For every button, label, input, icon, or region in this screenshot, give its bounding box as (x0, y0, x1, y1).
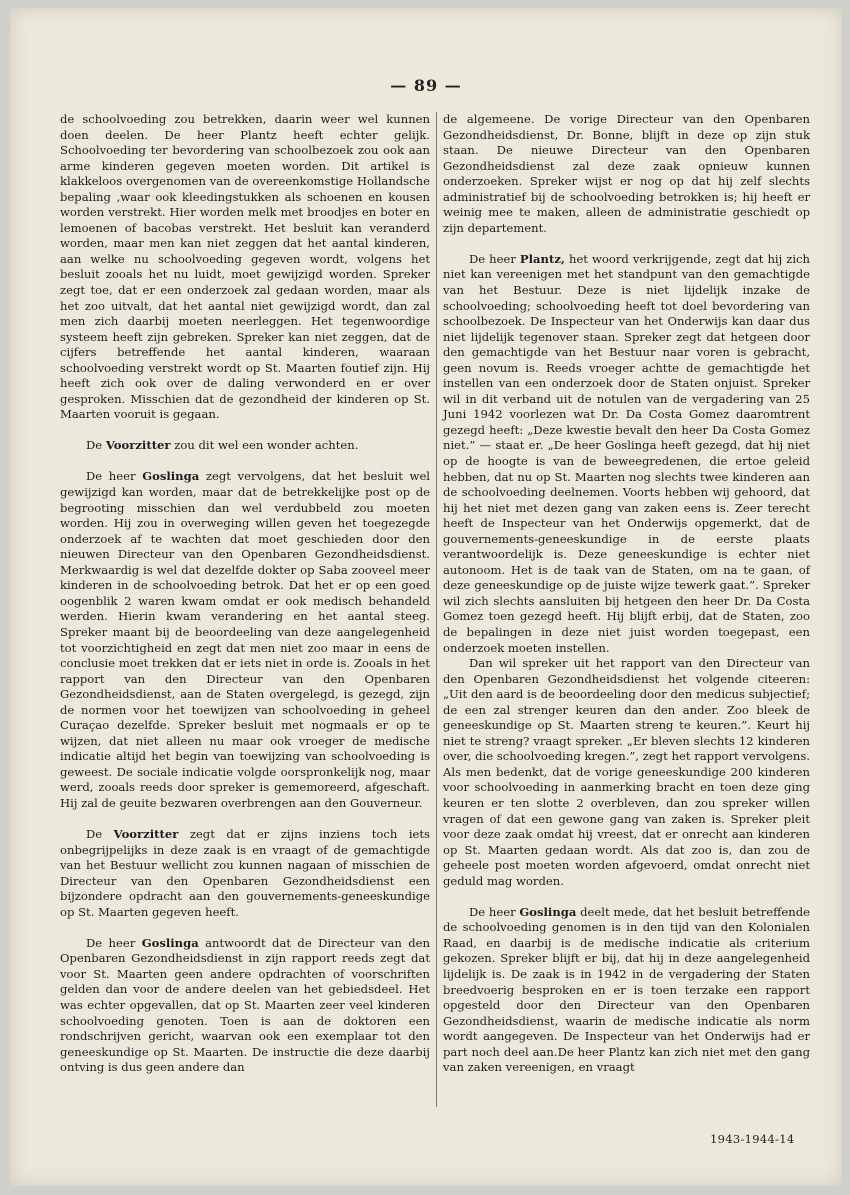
speaker-name: Plantz, (519, 251, 565, 266)
paragraph: Dan wil spreker uit het rapport van den Directeur van den Openbaren Gezondheidsdienst het volgende citeeren: „Uit den aard is de beoordeeling door den medicus subjectief; de een zal strenger keuren dan den ander. Zoo bleek de geneeskundige op St. Maarten streng te keuren.”. Keurt hij niet te streng? vraagt spreker. „Er bleven slechts 12 kinderen over, die schoolvoeding kregen.”, zegt het rapport vervolgens. Als men bedenkt, dat de vorige geneeskundige 200 kinderen voor schoolvoeding in aanmerking bracht en toen deze ging keuren er ten slotte 2 overbleven, dan zou spreker willen vragen of dat een gewone gang van zaken is. Spreker pleit voor deze zaak omdat hij vreest, dat er onrecht aan kinderen op St. Maarten gedaan wordt. Als dat zoo is, dan zou de geheele post moeten worden afgevoerd, omdat onrecht niet geduld mag worden. (443, 656, 810, 888)
paragraph: De heer Goslinga antwoordt dat de Directeur van den Openbaren Gezondheidsdienst in zijn rapport reeds zegt dat voor St. Maarten geen andere opdrachten of voorschriften gelden dan voor de andere deelen van het gebiedsdeel. Het was echter opgevallen, dat op St. Maarten zeer veel kinderen schoolvoeding genoten. Toen is aan de doktoren een rondschrijven gericht, waarvan ook een exemplaar tot den geneeskundige op St. Maarten. De instructie die deze daarbij ontving is dus geen andere dan (60, 935, 431, 1075)
page-number: — 89 — (390, 76, 462, 95)
paragraph: De heer Plantz, het woord verkrijgende, zegt dat hij zich niet kan vereenigen met het standpunt van den gemachtigde van het Bestuur. Deze is niet lijdelijk inzake de schoolvoeding; schoolvoeding heeft tot doel bevordering van schoolbezoek. De Inspecteur van het Onderwijs kan daar dus niet lijdelijk tegenover staan. Spreker zegt dat hetgeen door den gemachtigde van het Bestuur naar voren is gebracht, geen novum is. Reeds vroeger achtte de gemachtigde het instellen van een onderzoek door de Staten onjuist. Spreker wil in dit verband uit de notulen van de vergadering van 25 Juni 1942 voorlezen wat Dr. Da Costa Gomez daaromtrent gezegd heeft: „Deze kwestie bevalt den heer Da Costa Gomez niet.” — staat er. „De heer Goslinga heeft gezegd, dat hij niet op de hoogte is van de beweegredenen, die ertoe geleid hebben, dat nu op St. Maarten nog slechts twee kinderen aan de schoolvoeding deelnemen. Voorts hebben wij gehoord, dat hij het niet met dezen gang van zaken eens is. Zeer terecht heeft de Inspecteur van het Onderwijs opgemerkt, dat de gouvernements-geneeskundige in de eerste plaats verantwoordelijk is. Deze geneeskundige is echter niet autonoom. Het is de taak van de Staten, om na te gaan, of deze geneeskundige op de juiste wijze tewerk gaat.”. Spreker wil zich slechts aansluiten bij hetgeen den heer Dr. Da Costa Gomez toen gezegd heeft. Hij blijft erbij, dat de Staten, zoo de bepalingen in deze niet juist worden toegepast, een onderzoek moeten instellen. (443, 251, 811, 655)
paragraph: de algemeene. De vorige Directeur van den Openbaren Gezondheidsdienst, Dr. Bonne, blijft in deze op zijn stuk staan. De nieuwe Directeur van den Openbaren Gezondheidsdienst zal deze zaak opnieuw kunnen onderzoeken. Spreker wijst er nog op dat hij zelf slechts administratief bij de schoolvoeding betrokken is; hij heeft er weinig mee te maken, alleen de administratie geschiedt op zijn departement. (443, 112, 810, 235)
speaker-name: Goslinga (141, 935, 199, 950)
paragraph: De heer Goslinga zegt vervolgens, dat het besluit wel gewijzigd kan worden, maar dat de betrekkelijke post op de begrooting misschien dan wel verdubbeld zou moeten worden. Hij zou in overweging willen geven het toegezegde onderzoek af te wachten dat moet geschieden door den nieuwen Directeur van den Openbaren Gezondheidsdienst. Merkwaardig is wel dat dezelfde dokter op Saba zooveel meer kinderen in de schoolvoeding betrok. Dat het er op een goed oogenblik 2 waren kwam omdat er ook medisch behandeld werden. Hierin kwam verandering en het aantal steeg. Spreker maant bij de beoordeeling van deze aangelegenheid tot voorzichtigheid en zegt dat men niet zoo maar in eens de conclusie moet trekken dat er iets niet in orde is. Zooals in het rapport van den Directeur van den Openbaren Gezondheidsdienst, aan de Staten overgelegd, is gezegd, zijn de normen voor het toewijzen van schoolvoeding in geheel Curaçao dezelfde. Spreker besluit met nogmaals er op te wijzen, dat niet alleen nu maar ook vroeger de medische indicatie altijd het begin van toewijzing van schoolvoeding is geweest. De sociale indicatie volgde oorspronkelijk nog, maar werd, zooals reeds door spreker is gememoreerd, afgeschaft. Hij zal de geuite bezwaren overbrengen aan den Gouverneur. (60, 469, 431, 810)
document-reference: 1943-1944-14 (710, 1132, 795, 1146)
right-column (443, 112, 810, 1076)
left-column (60, 112, 430, 1076)
speaker-name: Goslinga (519, 904, 577, 919)
speaker-name: Voorzitter (113, 827, 179, 842)
paragraph: de schoolvoeding zou betrekken, daarin weer wel kunnen doen deelen. De heer Plantz heeft echter gelijk. Schoolvoeding ter bevordering van schoolbezoek zou ook aan arme kinderen gegeven moeten worden. Dit artikel is klakkeloos overgenomen van de overeenkomstige Hollandsche bepaling ,waar ook kleedingstukken als schoenen en kousen worden verstrekt. Hier worden melk met broodjes en boter en lemoenen of bacobas verstrekt. Het besluit kan veranderd worden, maar men kan niet zeggen dat het aantal kinderen, aan welke nu schoolvoeding gegeven wordt, volgens het besluit zooals het nu luidt, moet gewijzigd worden. Spreker zegt toe, dat er een onderzoek zal gedaan worden, maar als het zoo uitvalt, dat het aantal niet gewijzigd wordt, dan zal men zich daarbij moeten neerleggen. Het tegenwoordige systeem heeft zijn gebreken. Spreker kan niet zeggen, dat de cijfers betreffende het aantal kinderen, waaraan schoolvoeding verstrekt wordt op St. Maarten foutief zijn. Hij heeft zich ook over de daling verwonderd en er over gesproken. Misschien dat de gezondheid der kinderen op St. Maarten vooruit is gegaan. (60, 112, 430, 422)
column-divider (436, 112, 437, 1107)
paragraph: De Voorzitter zou dit wel een wonder achten. (86, 438, 359, 453)
speaker-name: Voorzitter (105, 438, 171, 453)
speaker-name: Goslinga (142, 469, 200, 484)
paragraph: De Voorzitter zegt dat er zijns inziens toch iets onbegrijpelijks in deze zaak is en vraagt of de gemachtigde van het Bestuur wellicht zou kunnen nagaan of misschien de Directeur van den Openbaren Gezondheidsdienst een bijzondere opdracht aan den gouvernements-geneeskundige op St. Maarten gegeven heeft. (60, 827, 430, 919)
paragraph: De heer Goslinga deelt mede, dat het besluit betreffende de schoolvoeding genomen is in den tijd van den Kolonialen Raad, en daarbij is de medische indicatie als criterium gekozen. Spreker blijft er bij, dat hij in deze aangelegenheid lijdelijk is. De zaak is in 1942 in de vergadering der Staten breedvoerig besproken en er is toen terzake een rapport opgesteld door den Directeur van den Openbaren Gezondheidsdienst, waarin de medische indicatie als norm wordt aangegeven. De Inspecteur van het Onderwijs had er part noch deel aan.De heer Plantz kan zich niet met den gang van zaken vereenigen, en vraagt (443, 904, 810, 1075)
document-page (10, 8, 842, 1186)
